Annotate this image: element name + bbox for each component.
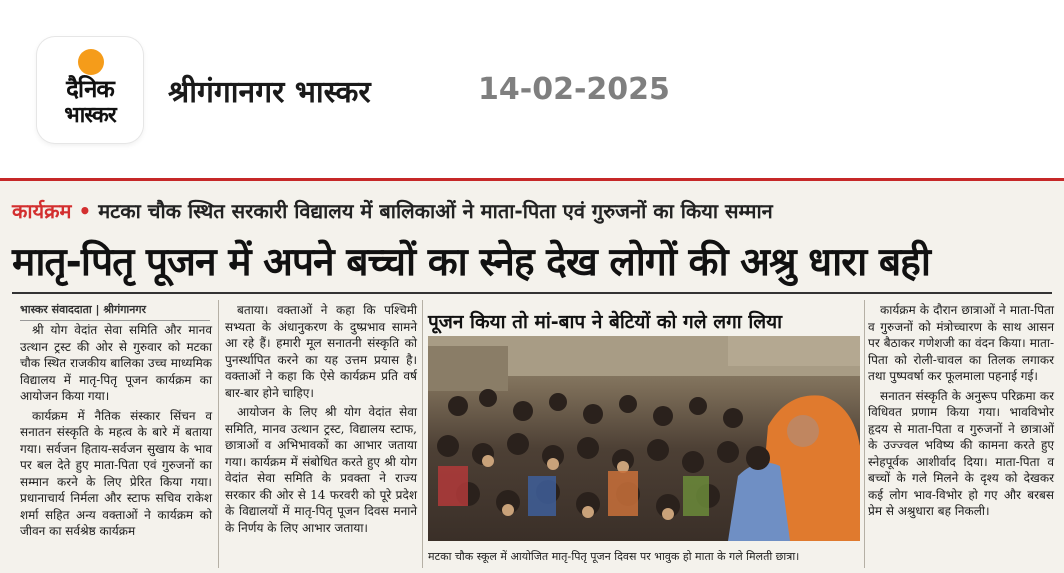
dainik-bhaskar-logo[interactable] [37, 37, 143, 143]
column-divider [218, 300, 219, 568]
headline-rule [12, 292, 1052, 294]
photo-caption: मटका चौक स्कूल में आयोजित मातृ-पितृ पूजन दिवस पर भावुक हो माता के गले मिलती छात्रा। [428, 550, 800, 563]
column-divider [422, 300, 423, 568]
logo-line-1: दैनिक [66, 75, 114, 103]
logo-sun-icon [78, 49, 104, 75]
byline: भास्कर संवाददाता | श्रीगंगानगर [20, 302, 210, 321]
column-divider [864, 300, 865, 568]
kicker-text: मटका चौक स्थित सरकारी विद्यालय में बालिकाओं ने माता-पिता एवं गुरुजनों का किया सम्मान [98, 199, 773, 223]
edition-title: श्रीगंगानगर भास्कर [168, 75, 371, 110]
page-header [0, 0, 1064, 178]
event-photo [428, 336, 860, 541]
paragraph: श्री योग वेदांत सेवा समिति और मानव उत्थान ट्रस्ट की ओर से गुरुवार को मटका चौक स्थित राजकीय बालिका उच्च माध्यमिक विद्यालय में मातृ-पितृ पूजन कार्यक्रम का आयोजन किया गया। [20, 323, 212, 403]
article-column-4 [868, 302, 1054, 523]
article-column-1 [20, 322, 212, 543]
paragraph: आयोजन के लिए श्री योग वेदांत सेवा समिति, मानव उत्थान ट्रस्ट, विद्यालय स्टाफ, छात्राओं व अभिभावकों का आभार जताया गया। कार्यक्रम में संबोधित करते हुए श्री योग वेदांत सेवा समिति के प्रवक्ता ने राज्य सरकार की ओर से 14 फरवरी को पूरे प्रदेश के विद्यालयों में मातृ-पितृ पूजन दिवस मनाने के निर्णय के लिए आभार जताया। [225, 405, 417, 535]
article-column-2 [225, 302, 417, 539]
bullet-icon: • [78, 199, 92, 223]
crowd-photo-illustration [428, 336, 860, 541]
article-kicker [12, 197, 773, 224]
logo-line-2: भास्कर [64, 103, 116, 128]
paragraph: कार्यक्रम में नैतिक संस्कार सिंचन व सनातन संस्कृति के महत्व के बारे में बताया गया। सर्वजन हिताय-सर्वजन सुखाय के भाव पर बल देते हुए माता-पिता एवं गुरुजनों का सम्मान करने के लिए प्रेरित किया गया। प्रधानाचार्य निर्मला और स्टाफ सचिव राकेश शर्मा सहित अन्य वक्ताओं ने कार्यक्रम को जीवन का सर्वश्रेष्ठ कार्यक्रम [20, 408, 212, 538]
paragraph: बताया। वक्ताओं ने कहा कि पश्चिमी सभ्यता के अंधानुकरण के दुष्प्रभाव सामने आ रहे हैं। हमारी मूल सनातनी संस्कृति को पुनर्स्थापित करने का यह उत्तम प्रयास है। वक्ताओं ने कहा कि ऐसे कार्यक्रम प्रति वर्ष बार-बार होने चाहिए। [225, 303, 417, 400]
article-headline: मातृ-पितृ पूजन में अपने बच्चों का स्नेह देख लोगों की अश्रु धारा बही [12, 240, 930, 285]
photo-title: पूजन किया तो मां-बाप ने बेटियों को गले लगा लिया [428, 311, 783, 333]
paragraph: कार्यक्रम के दौरान छात्राओं ने माता-पिता व गुरुजनों को मंत्रोच्चारण के साथ आसन पर बैठाकर गणेशजी का वंदन किया। माता-पिता को रोली-चावल का तिलक लगाकर तथा पुष्पवर्षा कर फूलमाला पहनाई गई। [868, 303, 1054, 383]
paragraph: सनातन संस्कृति के अनुरूप परिक्रमा कर विधिवत प्रणाम किया गया। भावविभोर हृदय से माता-पिता व गुरुजनों ने छात्राओं के उज्ज्वल भविष्य की कामना करते हुए स्नेहपूर्वक आशीर्वाद दिया। माता-पिता व बच्चों के गले मिलने के दृश्य को देखकर कई लोग भाव-विभोर हो गए और बरबस प्रेम से अश्रुधारा बह निकली। [868, 388, 1054, 518]
edition-date: 14-02-2025 [478, 72, 670, 107]
section-tag: कार्यक्रम [12, 199, 72, 223]
